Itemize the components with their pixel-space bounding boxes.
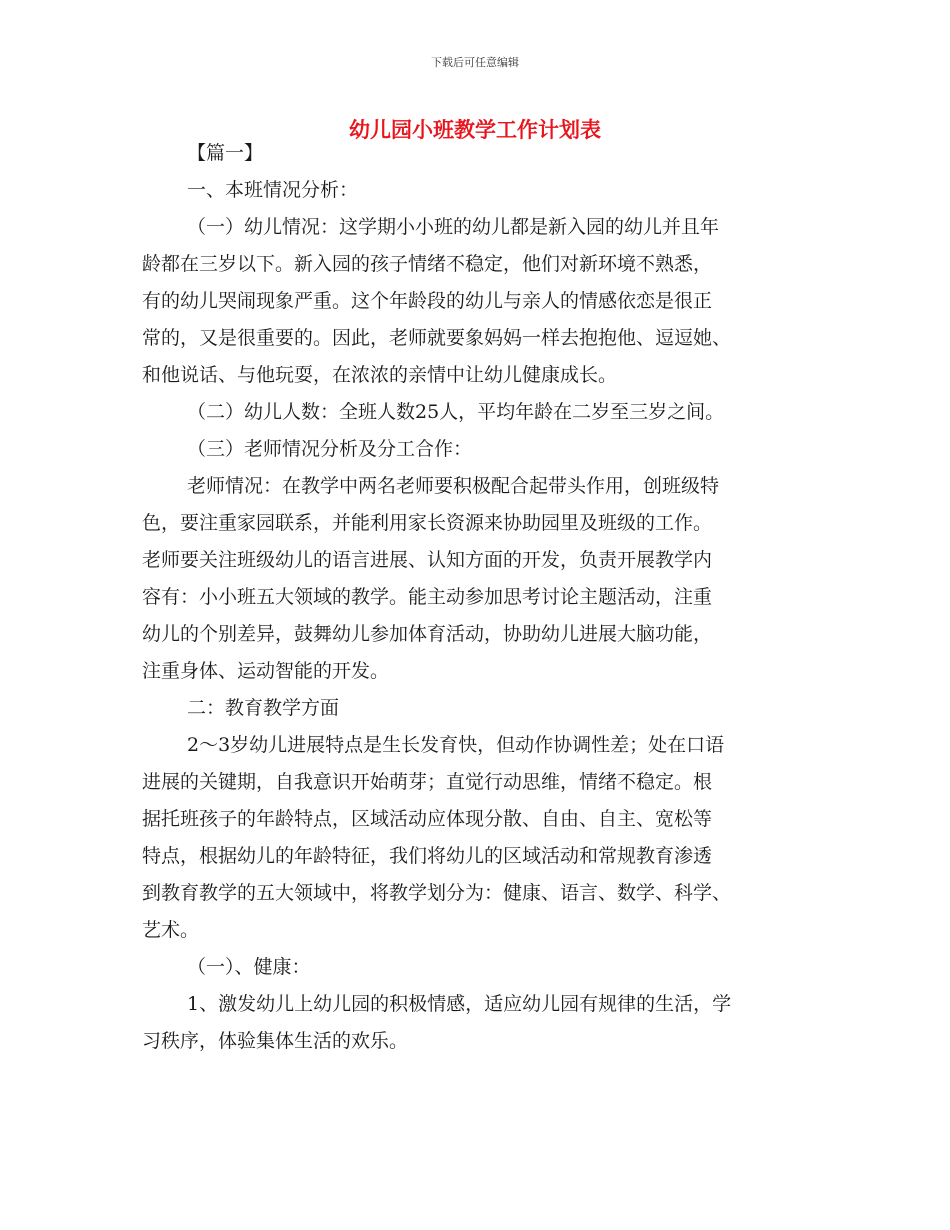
paragraph-line: 常的，又是很重要的。因此，老师就要象妈妈一样去抱抱他、逗逗她、 bbox=[142, 327, 732, 349]
paragraph-line: （一）幼儿情况：这学期小小班的幼儿都是新入园的幼儿并且年 bbox=[187, 216, 720, 238]
paragraph-line: 特点，根据幼儿的年龄特征，我们将幼儿的区域活动和常规教育渗透 bbox=[142, 845, 713, 867]
heading-education: 二：教育教学方面 bbox=[187, 697, 340, 719]
paragraph-line: 容有：小小班五大领域的教学。能主动参加思考讨论主题活动，注重 bbox=[142, 586, 713, 608]
paragraph-line: 据托班孩子的年龄特点，区域活动应体现分散、自由、自主、宽松等 bbox=[142, 808, 713, 830]
paragraph-line: 2～3岁幼儿进展特点是生长发育快，但动作协调性差；处在口语 bbox=[187, 734, 725, 756]
paragraph-line: （二）幼儿人数：全班人数25人，平均年龄在二岁至三岁之间。 bbox=[187, 401, 725, 423]
paragraph-line: 艺术。 bbox=[142, 919, 200, 941]
subheading-health: （一）、健康： bbox=[187, 956, 311, 978]
paragraph-line: 色，要注重家园联系，并能利用家长资源来协助园里及班级的工作。 bbox=[142, 512, 713, 534]
paragraph-line: 和他说话、与他玩耍，在浓浓的亲情中让幼儿健康成长。 bbox=[142, 364, 618, 386]
document-title: 幼儿园小班教学工作计划表 bbox=[349, 118, 601, 142]
paragraph-line: 1、激发幼儿上幼儿园的积极情感，适应幼儿园有规律的生活，学 bbox=[187, 993, 732, 1015]
section-label: 【篇一】 bbox=[187, 142, 264, 164]
paragraph-line: 到教育教学的五大领域中，将教学划分为：健康、语言、数学、科学、 bbox=[142, 882, 732, 904]
paragraph-line: 进展的关键期，自我意识开始萌芽；直觉行动思维，情绪不稳定。根 bbox=[142, 771, 713, 793]
paragraph-line: 龄都在三岁以下。新入园的孩子情绪不稳定，他们对新环境不熟悉， bbox=[142, 253, 713, 275]
paragraph-line: 幼儿的个别差异，鼓舞幼儿参加体育活动，协助幼儿进展大脑功能， bbox=[142, 623, 713, 645]
paragraph-line: 注重身体、运动智能的开发。 bbox=[142, 660, 390, 682]
paragraph-line: 习秩序，体验集体生活的欢乐。 bbox=[142, 1030, 409, 1052]
header-note: 下载后可任意编辑 bbox=[431, 56, 519, 69]
heading-class-analysis: 一、本班情况分析： bbox=[187, 179, 359, 201]
paragraph-line: 有的幼儿哭闹现象严重。这个年龄段的幼儿与亲人的情感依恋是很正 bbox=[142, 290, 713, 312]
paragraph-line: 老师要关注班级幼儿的语言进展、认知方面的开发，负责开展教学内 bbox=[142, 549, 713, 571]
subheading-teacher-analysis: （三）老师情况分析及分工合作： bbox=[187, 438, 473, 460]
paragraph-line: 老师情况：在教学中两名老师要积极配合起带头作用，创班级特 bbox=[187, 475, 720, 497]
